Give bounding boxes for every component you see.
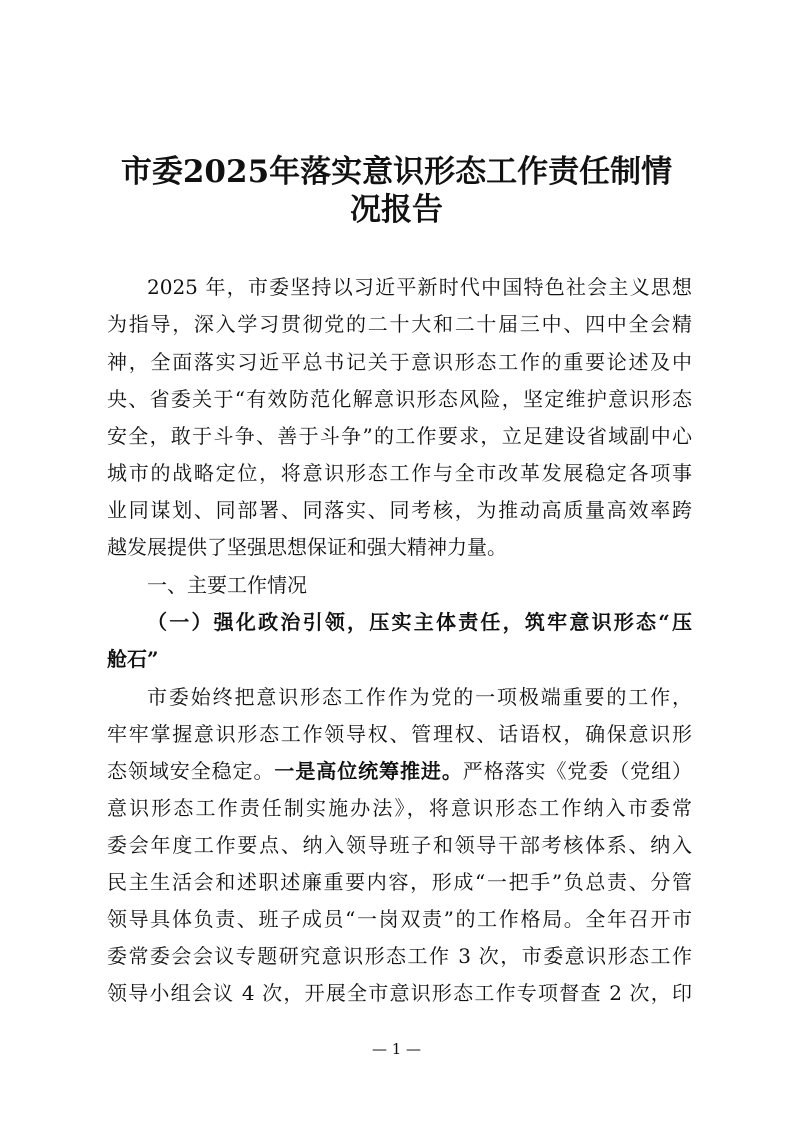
- section-heading: 一、主要工作情况: [147, 573, 307, 597]
- text-line: 牢牢掌握意识形态工作领导权、管理权、话语权，确保意识形: [107, 722, 692, 746]
- text-line: 业同谋划、同部署、同落实、同考核，为推动高质量高效率跨: [107, 498, 692, 522]
- text-line: 领导具体负责、班子成员“一岗双责”的工作格局。全年召开市: [107, 907, 692, 931]
- text-line: 神，全面落实习近平总书记关于意识形态工作的重要论述及中: [107, 350, 692, 374]
- title-line: 况报告: [350, 192, 443, 228]
- text-line: [107, 757, 692, 785]
- text-line: 领导小组会议 4 次，开展全市意识形态工作专项督查 2 次，印: [107, 981, 692, 1005]
- page-number: — 1 —: [371, 1040, 422, 1058]
- text-line: 委常委会会议专题研究意识形态工作 3 次，市委意识形态工作: [107, 944, 692, 968]
- text-line: 市委始终把意识形态工作作为党的一项极端重要的工作，: [147, 685, 692, 709]
- text-line: 民主生活会和述职述廉重要内容，形成“一把手”负总责、分管: [107, 870, 692, 894]
- title-line: 市委2025年落实意识形态工作责任制情: [120, 154, 673, 190]
- text-span: 严格落实《党委（党组）: [462, 759, 693, 783]
- text-line: 2025 年，市委坚持以习近平新时代中国特色社会主义思想: [147, 275, 692, 299]
- text-line: （一）强化政治引领，压实主体责任，筑牢意识形态“压: [147, 610, 692, 634]
- text-line: 越发展提供了坚强思想保证和强大精神力量。: [107, 535, 507, 559]
- bold-lead-phrase: 一是高位统筹推进。: [274, 759, 463, 783]
- text-line: 为指导，深入学习贯彻党的二十大和二十届三中、四中全会精: [107, 312, 692, 336]
- text-line: 城市的战略定位，将意识形态工作与全市改革发展稳定各项事: [107, 461, 692, 485]
- text-line: 央、省委关于“有效防范化解意识形态风险，坚定维护意识形态: [107, 387, 692, 411]
- text-line: 意识形态工作责任制实施办法》，将意识形态工作纳入市委常: [107, 796, 692, 820]
- text-line: 委会年度工作要点、纳入领导班子和领导干部考核体系、纳入: [107, 833, 692, 857]
- text-line: 舱石”: [107, 647, 159, 671]
- text-line: 安全，敢于斗争、善于斗争”的工作要求，立足建设省域副中心: [107, 424, 692, 448]
- text-span: 态领域安全稳定。: [107, 759, 275, 783]
